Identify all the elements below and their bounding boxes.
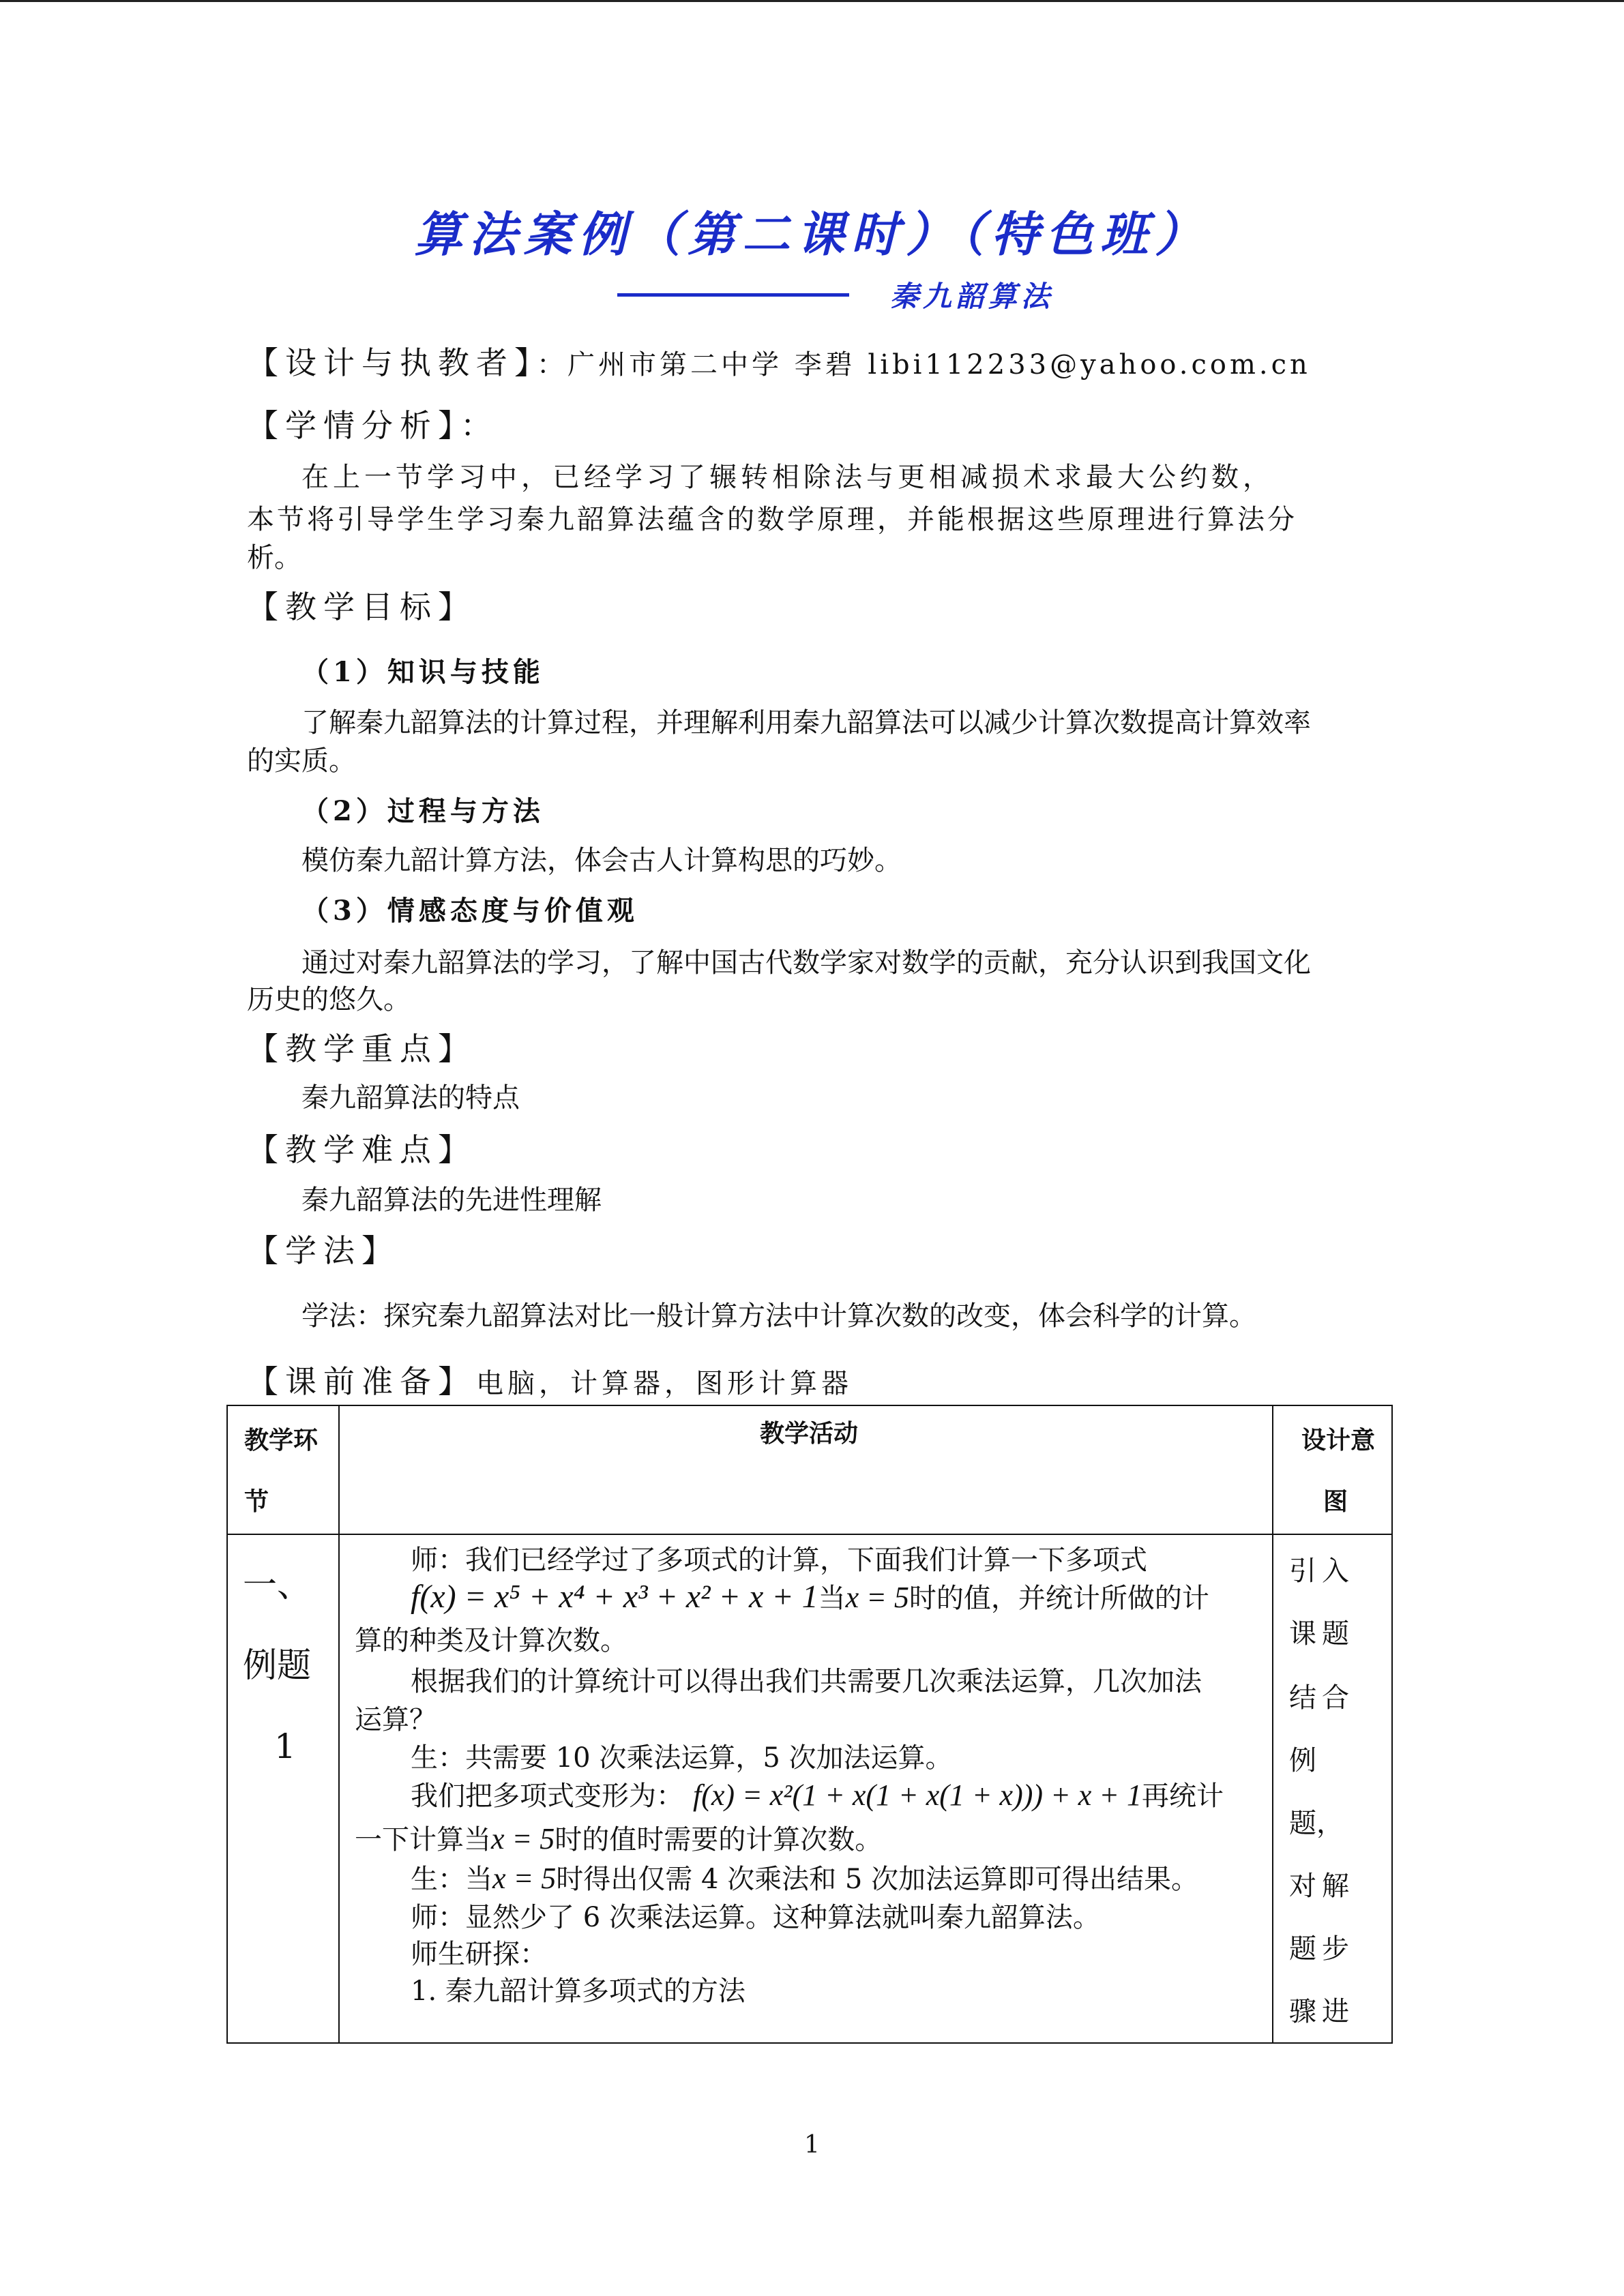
stage-line-1: 一、 (243, 1565, 311, 1605)
prep-text: 电脑，计算器，图形计算器 (476, 1368, 853, 1399)
objective-3-title: （3）情感态度与价值观 (301, 895, 638, 927)
header-activity: 教学活动 (760, 1419, 859, 1448)
horner-formula: f(x) = x²(1 + x(1 + x(1 + x))) + x + 1 (693, 1778, 1142, 1812)
stage-line-2: 例题 (243, 1645, 311, 1685)
difficulty-text: 秦九韶算法的先进性理解 (301, 1184, 602, 1216)
intent-line-4: 例 (1289, 1745, 1316, 1776)
header-stage-1: 教学环 (244, 1426, 319, 1455)
analysis-heading: 【学情分析】： (247, 407, 499, 444)
designer-line (247, 338, 1311, 383)
activity-line-8: 一下计算当x = 5时的值时需要的计算次数。 (355, 1822, 883, 1855)
activity-line-10: 师：显然少了 6 次乘法运算。这种算法就叫秦九韶算法。 (411, 1902, 1100, 1933)
table-header-divider (228, 1534, 1391, 1535)
polynomial-formula: f(x) = x⁵ + x⁴ + x³ + x² + x + 1 (411, 1579, 818, 1615)
key-point-heading: 【教学重点】 (247, 1030, 476, 1067)
activity-line-6: 生：共需要 10 次乘法运算，5 次加法运算。 (411, 1742, 953, 1774)
subtitle-dash (617, 293, 849, 297)
method-heading: 【学法】 (247, 1232, 400, 1269)
activity-line-4: 根据我们的计算统计可以得出我们共需要几次乘法运算，几次加法 (411, 1666, 1202, 1697)
objective-1-line-2: 的实质。 (247, 745, 356, 777)
intent-line-3: 结合 (1289, 1682, 1355, 1714)
key-point-text: 秦九韶算法的特点 (301, 1082, 520, 1114)
activity-line-2: f(x) = x⁵ + x⁴ + x³ + x² + x + 1当x = 5时的值，并统计所做的计 (411, 1579, 1209, 1615)
objective-1-line-1: 了解秦九韶算法的计算过程，并理解利用秦九韶算法可以减少计算次数提高计算效率 (301, 707, 1311, 739)
top-border (0, 0, 1624, 2)
objective-2-line-1: 模仿秦九韶计算方法，体会古人计算构思的巧妙。 (301, 845, 902, 876)
difficulty-heading: 【教学难点】 (247, 1131, 476, 1168)
objective-3-line-1: 通过对秦九韶算法的学习，了解中国古代数学家对数学的贡献，充分认识到我国文化 (301, 947, 1311, 979)
header-intent-2: 图 (1323, 1487, 1348, 1516)
activity-line-1: 师：我们已经学过了多项式的计算，下面我们计算一下多项式 (411, 1545, 1147, 1576)
intent-line-5: 题， (1289, 1808, 1344, 1839)
designer-label: 【设计与执教者】 (247, 344, 537, 381)
activity-line-12: 1. 秦九韶计算多项式的方法 (411, 1976, 745, 2007)
intent-line-6: 对解 (1289, 1870, 1355, 1902)
lesson-table (226, 1405, 1393, 2044)
table-divider-2 (1272, 1406, 1273, 2042)
prep-heading: 【课前准备】 (247, 1363, 476, 1400)
method-text: 学法：探究秦九韶算法对比一般计算方法中计算次数的改变，体会科学的计算。 (301, 1300, 1256, 1332)
designer-text: ：广州市第二中学 李碧 libi112233@yahoo.com.cn (537, 349, 1311, 381)
page-number: 1 (804, 2131, 820, 2159)
header-intent-1: 设计意 (1301, 1426, 1376, 1455)
analysis-line-1: 在上一节学习中，已经学习了辗转相除法与更相减损术求最大公约数， (301, 462, 1274, 493)
objective-2-title: （2）过程与方法 (301, 795, 544, 827)
intent-line-8: 骤进 (1289, 1996, 1355, 2027)
objectives-heading: 【教学目标】 (247, 588, 476, 625)
activity-line-11: 师生研探： (411, 1939, 547, 1970)
prep-line (247, 1357, 853, 1402)
intent-line-2: 课题 (1289, 1618, 1355, 1650)
table-divider-1 (338, 1406, 340, 2042)
analysis-line-2: 本节将引导学生学习秦九韶算法蕴含的数学原理，并能根据这些原理进行算法分 (247, 504, 1297, 535)
header-stage-2: 节 (244, 1487, 269, 1516)
activity-line-5: 运算？ (355, 1704, 437, 1735)
objective-3-line-2: 历史的悠久。 (247, 984, 411, 1015)
document-title: 算法案例（第二课时）（特色班） (415, 206, 1209, 263)
objective-1-title: （1）知识与技能 (301, 656, 544, 688)
stage-line-3: 1 (274, 1727, 296, 1766)
intent-line-7: 题步 (1289, 1933, 1355, 1965)
analysis-line-3: 析。 (247, 542, 301, 573)
intent-line-1: 引入 (1289, 1555, 1355, 1587)
activity-line-9: 生：当x = 5时得出仅需 4 次乘法和 5 次加法运算即可得出结果。 (411, 1862, 1198, 1895)
subtitle: 秦九韶算法 (890, 280, 1054, 313)
activity-line-7: 我们把多项式变形为： f(x) = x²(1 + x(1 + x(1 + x))) + x + 1再统计 (411, 1778, 1224, 1812)
activity-line-3: 算的种类及计算次数。 (355, 1625, 628, 1656)
